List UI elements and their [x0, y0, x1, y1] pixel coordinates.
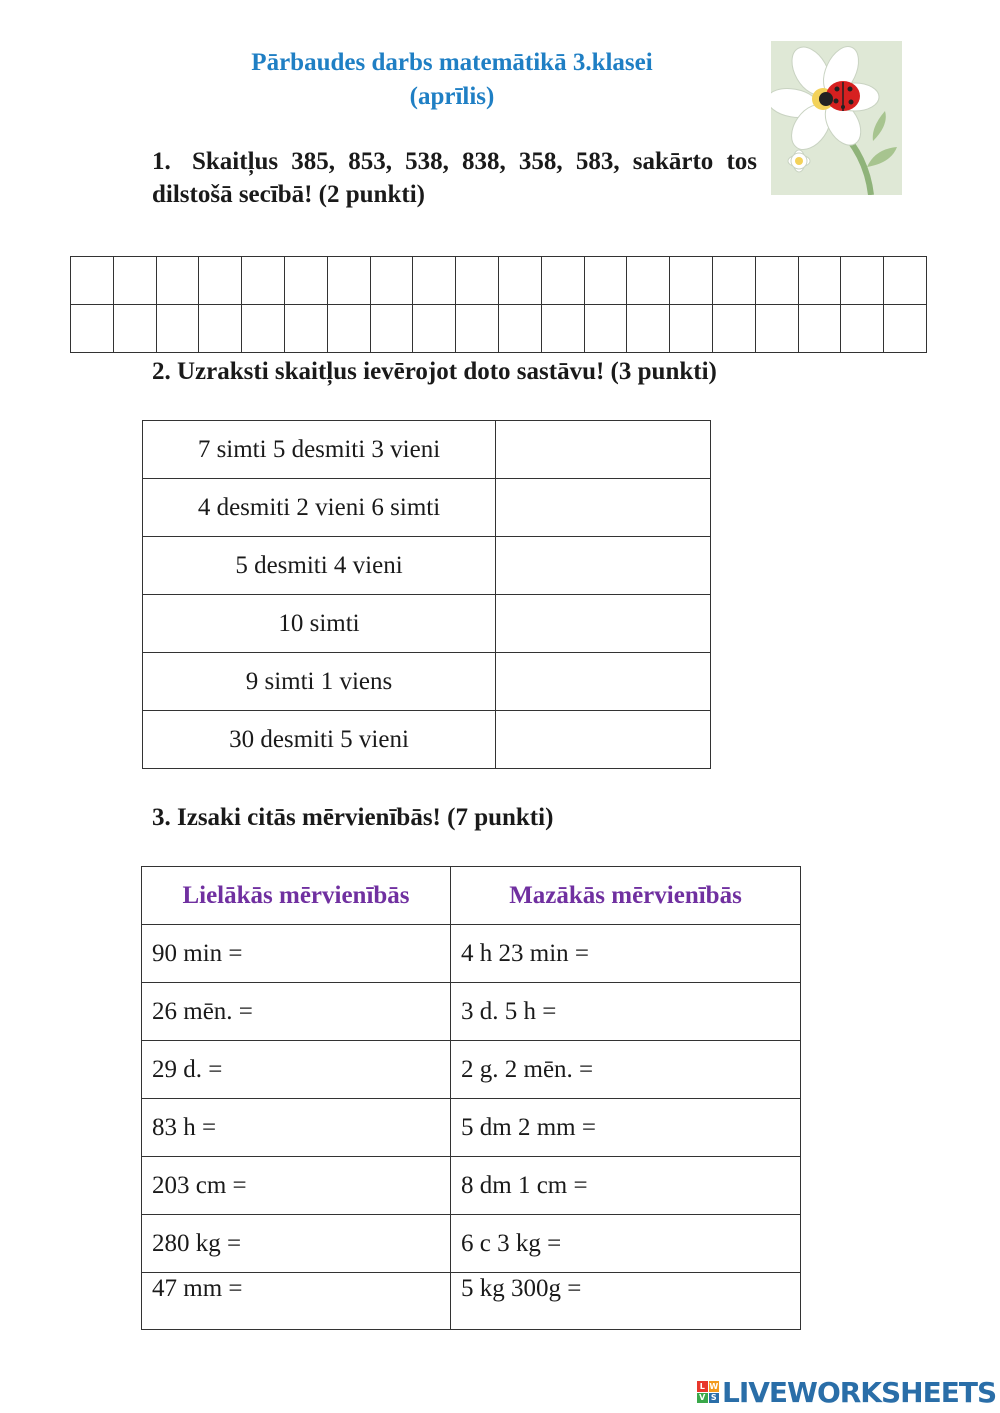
composition-label: 9 simti 1 viens [143, 653, 496, 711]
conversion-input[interactable]: 26 mēn. = [142, 983, 451, 1041]
composition-label: 7 simti 5 desmiti 3 vieni [143, 421, 496, 479]
liveworksheets-logo-icon [697, 1381, 719, 1403]
conversion-input[interactable]: 6 c 3 kg = [451, 1215, 801, 1273]
grid-cell[interactable] [541, 257, 584, 305]
conversion-input[interactable]: 3 d. 5 h = [451, 983, 801, 1041]
table-header-row [142, 867, 801, 925]
task-1-number: 1. [152, 148, 171, 175]
grid-cell[interactable] [413, 257, 456, 305]
answer-grid [70, 256, 927, 353]
task-1-text: Skaitļus 385, 853, 538, 838, 358, 583, sakārto tos dilstošā secībā! (2 punkti) [152, 148, 757, 208]
column-header-smaller-units: Mazākās mērvienībās [451, 867, 801, 925]
grid-cell[interactable] [284, 257, 327, 305]
task-2-instruction: 2. Uzraksti skaitļus ievērojot doto sastāvu! (3 punkti) [152, 358, 717, 385]
number-composition-table [142, 420, 711, 769]
grid-cell[interactable] [71, 257, 114, 305]
grid-cell[interactable] [284, 305, 327, 353]
answer-input[interactable] [496, 711, 711, 769]
table-row [143, 479, 711, 537]
composition-label: 5 desmiti 4 vieni [143, 537, 496, 595]
table-row [142, 1099, 801, 1157]
grid-cell[interactable] [71, 305, 114, 353]
grid-cell[interactable] [199, 305, 242, 353]
answer-input[interactable] [496, 421, 711, 479]
logo-letter: W [709, 1381, 719, 1391]
logo-letter: S [709, 1393, 720, 1404]
logo-letter: L [697, 1381, 708, 1392]
table-row [142, 1157, 801, 1215]
conversion-input[interactable]: 4 h 23 min = [451, 925, 801, 983]
grid-cell[interactable] [113, 257, 156, 305]
grid-cell[interactable] [456, 305, 499, 353]
grid-cell[interactable] [670, 305, 713, 353]
grid-cell[interactable] [627, 257, 670, 305]
grid-cell[interactable] [541, 305, 584, 353]
table-row [142, 983, 801, 1041]
grid-cell[interactable] [841, 305, 884, 353]
grid-cell[interactable] [242, 305, 285, 353]
grid-cell[interactable] [456, 257, 499, 305]
answer-input[interactable] [496, 537, 711, 595]
page-title: Pārbaudes darbs matemātikā 3.klasei [251, 49, 653, 76]
table-row [143, 711, 711, 769]
conversion-input[interactable]: 2 g. 2 mēn. = [451, 1041, 801, 1099]
grid-cell[interactable] [841, 257, 884, 305]
conversion-input[interactable]: 203 cm = [142, 1157, 451, 1215]
grid-cell[interactable] [884, 305, 927, 353]
table-row [142, 925, 801, 983]
conversion-input[interactable]: 8 dm 1 cm = [451, 1157, 801, 1215]
answer-input[interactable] [496, 653, 711, 711]
logo-letter: V [697, 1393, 708, 1404]
grid-cell[interactable] [199, 257, 242, 305]
composition-label: 30 desmiti 5 vieni [143, 711, 496, 769]
grid-cell[interactable] [627, 305, 670, 353]
grid-cell[interactable] [370, 305, 413, 353]
grid-cell[interactable] [755, 257, 798, 305]
table-row [142, 1041, 801, 1099]
conversion-input[interactable]: 5 dm 2 mm = [451, 1099, 801, 1157]
grid-cell[interactable] [670, 257, 713, 305]
grid-cell[interactable] [113, 305, 156, 353]
grid-cell[interactable] [413, 305, 456, 353]
grid-cell[interactable] [798, 305, 841, 353]
conversion-input[interactable]: 90 min = [142, 925, 451, 983]
table-row [143, 595, 711, 653]
grid-row [71, 257, 927, 305]
table-row [143, 537, 711, 595]
grid-cell[interactable] [584, 257, 627, 305]
conversion-input[interactable]: 83 h = [142, 1099, 451, 1157]
grid-cell[interactable] [156, 257, 199, 305]
column-header-larger-units: Lielākās mērvienībās [142, 867, 451, 925]
conversion-input[interactable]: 5 kg 300g = [451, 1273, 801, 1330]
grid-cell[interactable] [498, 257, 541, 305]
grid-cell[interactable] [156, 305, 199, 353]
task-3-instruction: 3. Izsaki citās mērvienībās! (7 punkti) [152, 804, 554, 831]
composition-label: 10 simti [143, 595, 496, 653]
grid-cell[interactable] [327, 257, 370, 305]
grid-cell[interactable] [884, 257, 927, 305]
grid-cell[interactable] [370, 257, 413, 305]
grid-cell[interactable] [498, 305, 541, 353]
ladybug-on-flower-icon [771, 41, 902, 195]
grid-cell[interactable] [755, 305, 798, 353]
table-row [142, 1215, 801, 1273]
grid-cell[interactable] [798, 257, 841, 305]
table-row [143, 421, 711, 479]
brand-name: LIVEWORKSHEETS [722, 1375, 997, 1409]
answer-input[interactable] [496, 595, 711, 653]
grid-cell[interactable] [242, 257, 285, 305]
grid-cell[interactable] [327, 305, 370, 353]
conversion-input[interactable]: 47 mm = [142, 1273, 451, 1330]
unit-conversion-table [141, 866, 801, 1330]
table-row [142, 1273, 801, 1330]
task-1-instruction [152, 145, 757, 211]
grid-row [71, 305, 927, 353]
answer-input[interactable] [496, 479, 711, 537]
grid-cell[interactable] [712, 257, 755, 305]
grid-cell[interactable] [712, 305, 755, 353]
grid-cell[interactable] [584, 305, 627, 353]
conversion-input[interactable]: 29 d. = [142, 1041, 451, 1099]
page-subtitle: (aprīlis) [409, 83, 495, 110]
liveworksheets-footer[interactable] [697, 1374, 996, 1410]
composition-label: 4 desmiti 2 vieni 6 simti [143, 479, 496, 537]
table-row [143, 653, 711, 711]
conversion-input[interactable]: 280 kg = [142, 1215, 451, 1273]
